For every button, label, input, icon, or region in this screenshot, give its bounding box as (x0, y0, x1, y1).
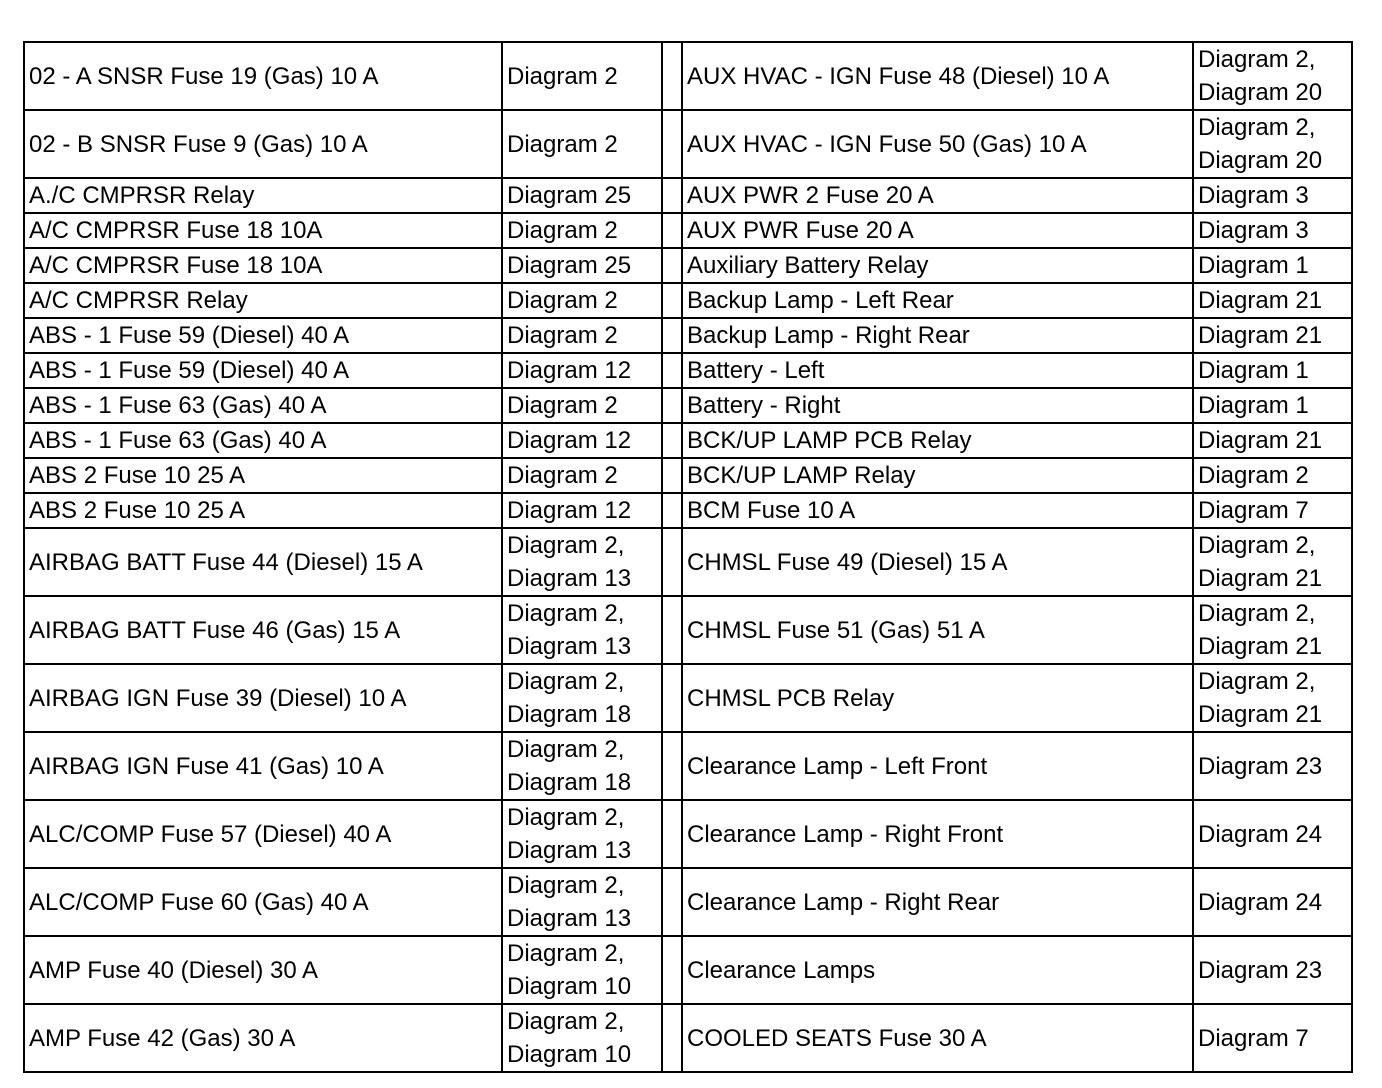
diagram-reference: Diagram 2, (507, 1008, 625, 1035)
right-diagram-cell (1193, 800, 1352, 868)
left-component-cell: ABS - 1 Fuse 59 (Diesel) 40 A (24, 353, 502, 388)
component-diagram-index-table (23, 41, 1353, 1073)
right-diagram-cell (1193, 110, 1352, 178)
diagram-reference: Diagram 2, (507, 804, 625, 831)
table-row (24, 596, 1352, 664)
table-row (24, 732, 1352, 800)
right-component-cell: AUX PWR Fuse 20 A (682, 213, 1193, 248)
left-diagram-cell (502, 868, 662, 936)
diagram-reference: Diagram 20 (1198, 79, 1323, 106)
table-row (24, 800, 1352, 868)
column-separator (662, 178, 682, 213)
diagram-reference: Diagram 13 (507, 837, 632, 864)
diagram-reference: Diagram 2, (1198, 114, 1316, 141)
table-row (24, 283, 1352, 318)
diagram-reference: Diagram 2 (1198, 462, 1309, 489)
left-diagram-cell (502, 388, 662, 423)
right-diagram-cell (1193, 664, 1352, 732)
diagram-reference: Diagram 2, (507, 668, 625, 695)
left-component-cell: A/C CMPRSR Fuse 18 10A (24, 248, 502, 283)
column-separator (662, 800, 682, 868)
right-component-cell: Backup Lamp - Left Rear (682, 283, 1193, 318)
diagram-reference: Diagram 21 (1198, 701, 1323, 728)
left-diagram-cell (502, 596, 662, 664)
diagram-reference: Diagram 13 (507, 905, 632, 932)
diagram-reference: Diagram 7 (1198, 1024, 1309, 1052)
left-diagram-cell (502, 528, 662, 596)
column-separator (662, 353, 682, 388)
diagram-reference: Diagram 13 (507, 633, 632, 660)
diagram-reference: Diagram 13 (507, 565, 632, 592)
diagram-reference: Diagram 21 (1198, 427, 1323, 454)
right-component-cell: Battery - Left (682, 353, 1193, 388)
right-component-cell: BCK/UP LAMP PCB Relay (682, 423, 1193, 458)
left-component-cell: ABS - 1 Fuse 63 (Gas) 40 A (24, 423, 502, 458)
right-diagram-cell (1193, 248, 1352, 283)
right-component-cell: AUX PWR 2 Fuse 20 A (682, 178, 1193, 213)
table-row (24, 423, 1352, 458)
diagram-reference: Diagram 1 (1198, 392, 1309, 419)
column-separator (662, 458, 682, 493)
right-component-cell: Clearance Lamp - Left Front (682, 732, 1193, 800)
diagram-reference: Diagram 2 (507, 462, 618, 489)
left-component-cell: A/C CMPRSR Relay (24, 283, 502, 318)
diagram-reference: Diagram 20 (1198, 147, 1323, 174)
left-diagram-cell (502, 178, 662, 213)
left-diagram-cell (502, 1004, 662, 1072)
diagram-reference: Diagram 24 (1198, 888, 1323, 916)
left-diagram-cell (502, 936, 662, 1004)
diagram-reference: Diagram 1 (1198, 357, 1309, 384)
left-diagram-cell (502, 248, 662, 283)
table-row (24, 110, 1352, 178)
column-separator (662, 528, 682, 596)
diagram-reference: Diagram 2 (507, 322, 618, 349)
table-row (24, 318, 1352, 353)
right-diagram-cell (1193, 1004, 1352, 1072)
left-component-cell: ABS - 1 Fuse 59 (Diesel) 40 A (24, 318, 502, 353)
column-separator (662, 213, 682, 248)
left-diagram-cell (502, 458, 662, 493)
diagram-reference: Diagram 2, (507, 600, 625, 627)
diagram-reference: Diagram 2, (1198, 668, 1316, 695)
right-component-cell: COOLED SEATS Fuse 30 A (682, 1004, 1193, 1072)
column-separator (662, 664, 682, 732)
left-diagram-cell (502, 732, 662, 800)
column-separator (662, 936, 682, 1004)
diagram-reference: Diagram 3 (1198, 217, 1309, 244)
table-row (24, 178, 1352, 213)
left-component-cell: A/C CMPRSR Fuse 18 10A (24, 213, 502, 248)
diagram-reference: Diagram 18 (507, 769, 632, 796)
left-diagram-cell (502, 353, 662, 388)
left-component-cell: ALC/COMP Fuse 60 (Gas) 40 A (24, 868, 502, 936)
diagram-reference: Diagram 2, (1198, 600, 1316, 627)
table-row (24, 528, 1352, 596)
column-separator (662, 596, 682, 664)
column-separator (662, 42, 682, 110)
diagram-reference: Diagram 18 (507, 701, 632, 728)
right-diagram-cell (1193, 528, 1352, 596)
diagram-reference: Diagram 21 (1198, 322, 1323, 349)
column-separator (662, 1004, 682, 1072)
right-component-cell: CHMSL Fuse 51 (Gas) 51 A (682, 596, 1193, 664)
right-component-cell: Battery - Right (682, 388, 1193, 423)
right-diagram-cell (1193, 318, 1352, 353)
left-diagram-cell (502, 423, 662, 458)
table-row (24, 1004, 1352, 1072)
table-row (24, 213, 1352, 248)
table-row (24, 388, 1352, 423)
column-separator (662, 732, 682, 800)
diagram-reference: Diagram 2, (507, 532, 625, 559)
table-row (24, 353, 1352, 388)
right-component-cell: Clearance Lamps (682, 936, 1193, 1004)
diagram-reference: Diagram 2 (507, 62, 618, 90)
diagram-reference: Diagram 2 (507, 130, 618, 158)
diagram-reference: Diagram 2, (1198, 532, 1316, 559)
diagram-reference: Diagram 21 (1198, 565, 1323, 592)
diagram-reference: Diagram 23 (1198, 752, 1323, 780)
table-body (24, 42, 1352, 1072)
right-component-cell: CHMSL PCB Relay (682, 664, 1193, 732)
diagram-reference: Diagram 24 (1198, 820, 1323, 848)
right-diagram-cell (1193, 493, 1352, 528)
left-diagram-cell (502, 42, 662, 110)
table-row (24, 936, 1352, 1004)
table-row (24, 868, 1352, 936)
diagram-reference: Diagram 25 (507, 182, 632, 209)
right-component-cell: Auxiliary Battery Relay (682, 248, 1193, 283)
left-component-cell: AIRBAG IGN Fuse 41 (Gas) 10 A (24, 732, 502, 800)
diagram-reference: Diagram 10 (507, 973, 632, 1000)
diagram-reference: Diagram 12 (507, 497, 632, 524)
right-diagram-cell (1193, 868, 1352, 936)
right-diagram-cell (1193, 732, 1352, 800)
table-row (24, 493, 1352, 528)
right-component-cell: BCK/UP LAMP Relay (682, 458, 1193, 493)
diagram-reference: Diagram 1 (1198, 252, 1309, 279)
column-separator (662, 423, 682, 458)
table-row (24, 42, 1352, 110)
diagram-reference: Diagram 3 (1198, 182, 1309, 209)
left-component-cell: AIRBAG BATT Fuse 44 (Diesel) 15 A (24, 528, 502, 596)
diagram-reference: Diagram 2, (507, 872, 625, 899)
diagram-reference: Diagram 10 (507, 1041, 632, 1068)
left-component-cell: 02 - B SNSR Fuse 9 (Gas) 10 A (24, 110, 502, 178)
table-row (24, 458, 1352, 493)
right-diagram-cell (1193, 458, 1352, 493)
right-diagram-cell (1193, 213, 1352, 248)
diagram-reference: Diagram 2, (507, 736, 625, 763)
right-component-cell: CHMSL Fuse 49 (Diesel) 15 A (682, 528, 1193, 596)
diagram-reference: Diagram 12 (507, 357, 632, 384)
left-diagram-cell (502, 283, 662, 318)
right-diagram-cell (1193, 423, 1352, 458)
diagram-reference: Diagram 2, (507, 940, 625, 967)
left-diagram-cell (502, 493, 662, 528)
left-component-cell: AMP Fuse 42 (Gas) 30 A (24, 1004, 502, 1072)
column-separator (662, 388, 682, 423)
left-diagram-cell (502, 800, 662, 868)
table-row (24, 664, 1352, 732)
diagram-reference: Diagram 2 (507, 287, 618, 314)
left-component-cell: ALC/COMP Fuse 57 (Diesel) 40 A (24, 800, 502, 868)
diagram-reference: Diagram 21 (1198, 633, 1323, 660)
diagram-reference: Diagram 25 (507, 252, 632, 279)
column-separator (662, 110, 682, 178)
diagram-reference: Diagram 2 (507, 392, 618, 419)
left-component-cell: AMP Fuse 40 (Diesel) 30 A (24, 936, 502, 1004)
diagram-reference: Diagram 12 (507, 427, 632, 454)
right-diagram-cell (1193, 42, 1352, 110)
right-diagram-cell (1193, 936, 1352, 1004)
right-diagram-cell (1193, 388, 1352, 423)
right-component-cell: BCM Fuse 10 A (682, 493, 1193, 528)
diagram-reference: Diagram 23 (1198, 956, 1323, 984)
left-component-cell: ABS 2 Fuse 10 25 A (24, 493, 502, 528)
left-diagram-cell (502, 318, 662, 353)
column-separator (662, 493, 682, 528)
left-component-cell: AIRBAG BATT Fuse 46 (Gas) 15 A (24, 596, 502, 664)
column-separator (662, 868, 682, 936)
left-component-cell: 02 - A SNSR Fuse 19 (Gas) 10 A (24, 42, 502, 110)
diagram-reference: Diagram 2 (507, 217, 618, 244)
right-component-cell: Clearance Lamp - Right Rear (682, 868, 1193, 936)
right-diagram-cell (1193, 178, 1352, 213)
left-diagram-cell (502, 213, 662, 248)
diagram-reference: Diagram 21 (1198, 287, 1323, 314)
left-component-cell: ABS 2 Fuse 10 25 A (24, 458, 502, 493)
table-row (24, 248, 1352, 283)
right-component-cell: Clearance Lamp - Right Front (682, 800, 1193, 868)
left-component-cell: AIRBAG IGN Fuse 39 (Diesel) 10 A (24, 664, 502, 732)
left-diagram-cell (502, 664, 662, 732)
diagram-reference: Diagram 2, (1198, 46, 1316, 73)
left-component-cell: ABS - 1 Fuse 63 (Gas) 40 A (24, 388, 502, 423)
right-component-cell: AUX HVAC - IGN Fuse 50 (Gas) 10 A (682, 110, 1193, 178)
column-separator (662, 283, 682, 318)
column-separator (662, 318, 682, 353)
right-diagram-cell (1193, 353, 1352, 388)
left-diagram-cell (502, 110, 662, 178)
left-component-cell: A./C CMPRSR Relay (24, 178, 502, 213)
diagram-reference: Diagram 7 (1198, 497, 1309, 524)
right-diagram-cell (1193, 596, 1352, 664)
right-component-cell: Backup Lamp - Right Rear (682, 318, 1193, 353)
column-separator (662, 248, 682, 283)
right-component-cell: AUX HVAC - IGN Fuse 48 (Diesel) 10 A (682, 42, 1193, 110)
right-diagram-cell (1193, 283, 1352, 318)
